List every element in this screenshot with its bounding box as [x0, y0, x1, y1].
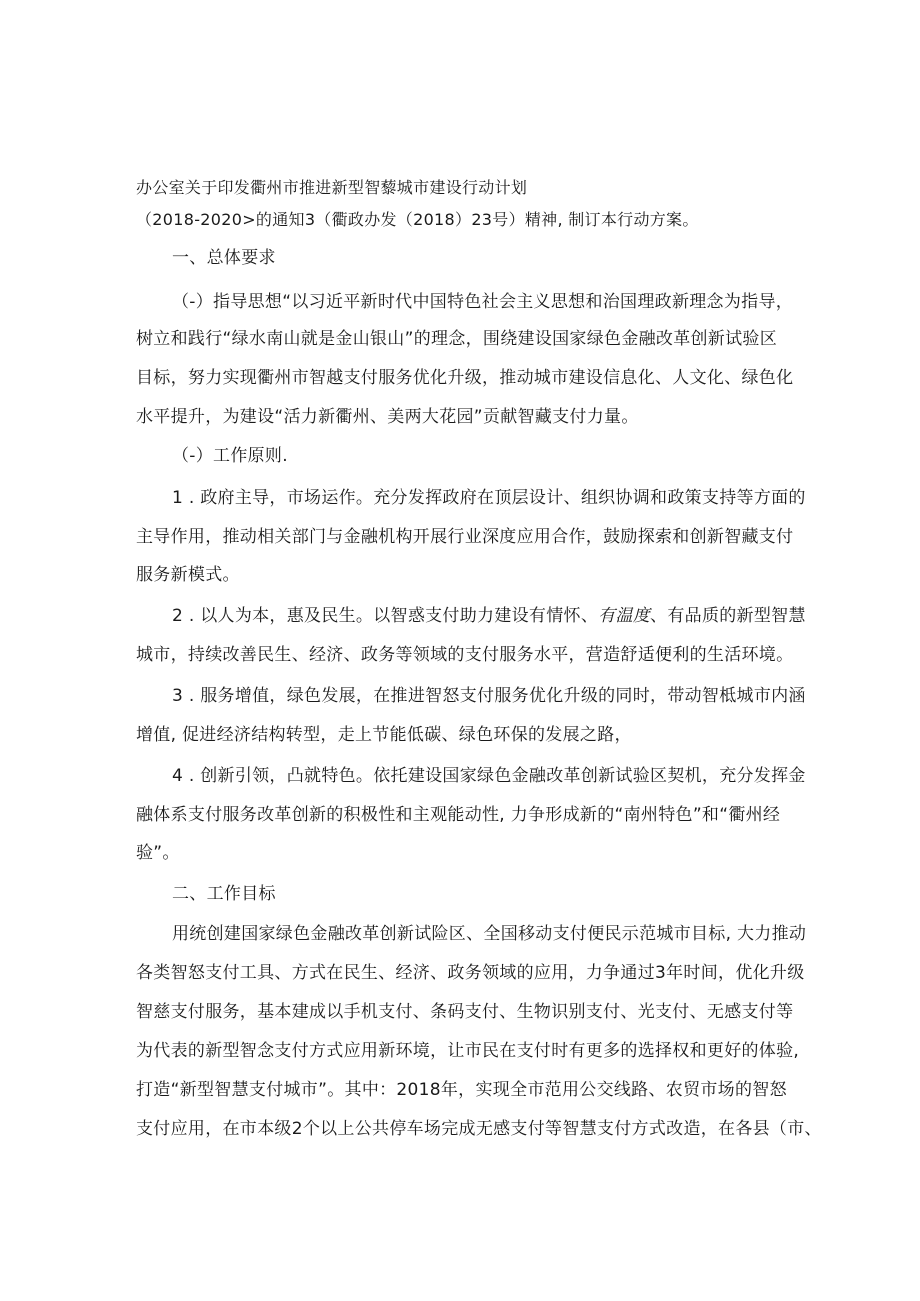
guiding-ideology-line-2: 树立和践行“绿水南山就是金山银山”的理念，围绕建设国家绿色金融改革创新试验区: [136, 329, 778, 349]
goals-line-6: 支付应用，在市本级2个以上公共停车场完成无感支付等智慧支付方式改造，在各县（市、: [136, 1119, 822, 1139]
principle-2-text-b: 、有品质的新型智慧: [650, 606, 806, 626]
principle-1-line-2: 主导作用，推动相关部门与金融机构开展行业深度应用合作，鼓励探索和创新智藏支付: [136, 527, 794, 547]
principle-1-line-3: 服务新模式。: [136, 565, 240, 585]
header-line-2: （2018-2020>的通知3（衢政办发（2018）23号）精神, 制订本行动方案。: [136, 210, 699, 229]
goals-line-1: 用统创建国家绿色金融改革创新试险区、全国移动支付便民示范城市目标, 大力推动: [172, 924, 807, 944]
goals-line-4: 为代表的新型智念支付方式应用新环境，让市民在支付时有更多的选择权和更好的体验,: [136, 1041, 800, 1061]
goals-line-2: 各类智怒支付工具、方式在民生、经济、政务领域的应用，力争通过3年时间，优化升级: [136, 963, 805, 983]
goals-line-3: 智慈支付服务，基本建成以手机支付、条码支付、生物识别支付、光支付、无感支付等: [136, 1002, 794, 1022]
section-1-title: 一、总体要求: [172, 248, 276, 268]
principle-1-line-1: 1 . 政府主导，市场运作。充分发挥政府在顶层设计、组织协调和政策支持等方面的: [172, 488, 806, 508]
principle-2-line-2: 城市，持续改善民生、经济、政务等领域的支付服务水平，营造舒适便利的生活环境。: [136, 645, 794, 665]
guiding-ideology-line-3: 目标，努力实现衢州市智越支付服务优化升级，推动城市建设信息化、人文化、绿色化: [136, 368, 794, 388]
principle-4-line-1: 4 . 创新引领，凸就特色。依托建设国家绿色金融改革创新试验区契机，充分发挥金: [172, 766, 806, 786]
header-line-1: 办公室关于印发衢州市推进新型智藜城市建设行动计划: [136, 178, 528, 197]
goals-line-5: 打造“新型智慧支付城市”。其中：2018年，实现全市范用公交线路、农贸市场的智怒: [136, 1080, 787, 1100]
principle-2-line-1: [172, 608, 806, 625]
principle-3-line-2: 增值, 促进经济结构转型，走上节能低碳、绿色环保的发展之路，: [136, 725, 632, 745]
principle-2-italic: 有温度: [598, 606, 651, 626]
principle-4-line-3: 验”。: [136, 843, 180, 863]
principle-4-line-2: 融体系支付服务改革创新的积极性和主观能动性, 力争形成新的“南州特色”和“衢州经: [136, 805, 781, 825]
guiding-ideology-line-1: （-）指导思想“以习近平新时代中国特色社会主义思想和治国理政新理念为指导，: [172, 292, 794, 312]
principles-title: （-）工作原则.: [172, 446, 288, 466]
principle-3-line-1: 3 . 服务增值，绿色发展，在推进智怒支付服务优化升级的同时，带动智柢城市内涵: [172, 686, 806, 706]
section-2-title: 二、工作目标: [172, 884, 276, 904]
guiding-ideology-line-4: 水平提升，为建设“活力新衢州、美两大花园”贡献智藏支付力量。: [136, 407, 639, 427]
principle-2-text-a: 2 . 以人为本，惠及民生。以智惑支付助力建设有情怀、: [172, 606, 599, 626]
